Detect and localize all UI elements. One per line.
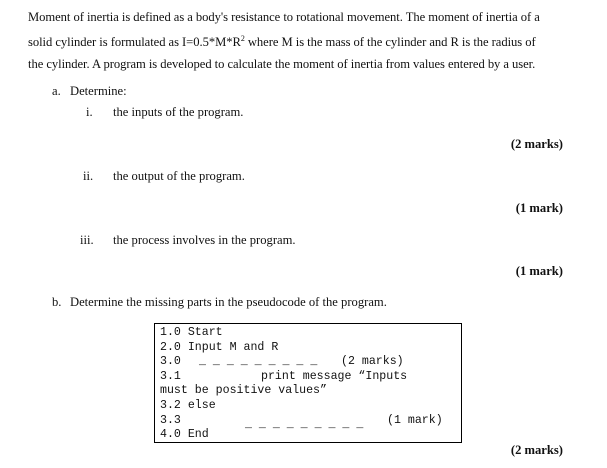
part-b-label: b.: [52, 295, 62, 309]
code-line-3-3-blank: _ _ _ _ _ _ _ _ _: [245, 418, 364, 431]
code-line-else: 3.2 else: [160, 399, 216, 412]
intro-line-2-start: solid cylinder is formulated as I=0.5*M*R: [28, 35, 241, 50]
question-intro: [28, 6, 588, 75]
code-line-input: 2.0 Input M and R: [160, 341, 279, 354]
part-a-label: a.: [52, 84, 61, 98]
part-a-i-number: i.: [86, 105, 93, 119]
intro-line-3: the cylinder. A program is developed to calculate the moment of inertia from values entered by a user.: [28, 57, 536, 72]
intro-line-1: Moment of inertia is defined as a body's resistance to rotational movement. The moment of inertia of a: [28, 10, 540, 24]
code-line-3-0-number: 3.0: [160, 355, 181, 368]
code-line-3-1-continued: must be positive values”: [160, 384, 327, 397]
code-line-3-1-text: print message “Inputs: [261, 370, 408, 383]
part-a-ii-number: ii.: [83, 169, 94, 183]
code-line-start: 1.0 Start: [160, 326, 223, 339]
formula-exponent: 2: [240, 34, 245, 43]
part-b-marks: (2 marks): [510, 443, 563, 457]
part-b-heading: Determine the missing parts in the pseudocode of the program.: [70, 295, 387, 309]
pseudocode-box: [154, 323, 462, 443]
code-line-3-1-number: 3.1: [160, 370, 181, 383]
intro-line-2-end: where M is the mass of the cylinder and R is the radius of: [244, 35, 536, 50]
part-a-i-text: the inputs of the program.: [113, 105, 244, 119]
part-a-ii-marks: (1 mark): [515, 201, 563, 215]
code-line-end: 4.0 End: [160, 428, 209, 441]
part-a-i-marks: (2 marks): [510, 137, 563, 151]
part-a-heading: Determine:: [70, 84, 127, 98]
part-a-ii-text: the output of the program.: [113, 169, 245, 183]
code-line-3-3-number: 3.3: [160, 414, 181, 427]
code-line-3-0-blank: _ _ _ _ _ _ _ _ _: [199, 355, 318, 368]
code-line-3-3-marks: (1 mark): [387, 414, 443, 427]
part-a-iii-number: iii.: [80, 233, 94, 247]
code-line-3-0-marks: (2 marks): [341, 355, 404, 368]
part-a-iii-marks: (1 mark): [515, 264, 563, 278]
intro-line-2: [28, 28, 588, 53]
part-a-iii-text: the process involves in the program.: [113, 233, 296, 247]
